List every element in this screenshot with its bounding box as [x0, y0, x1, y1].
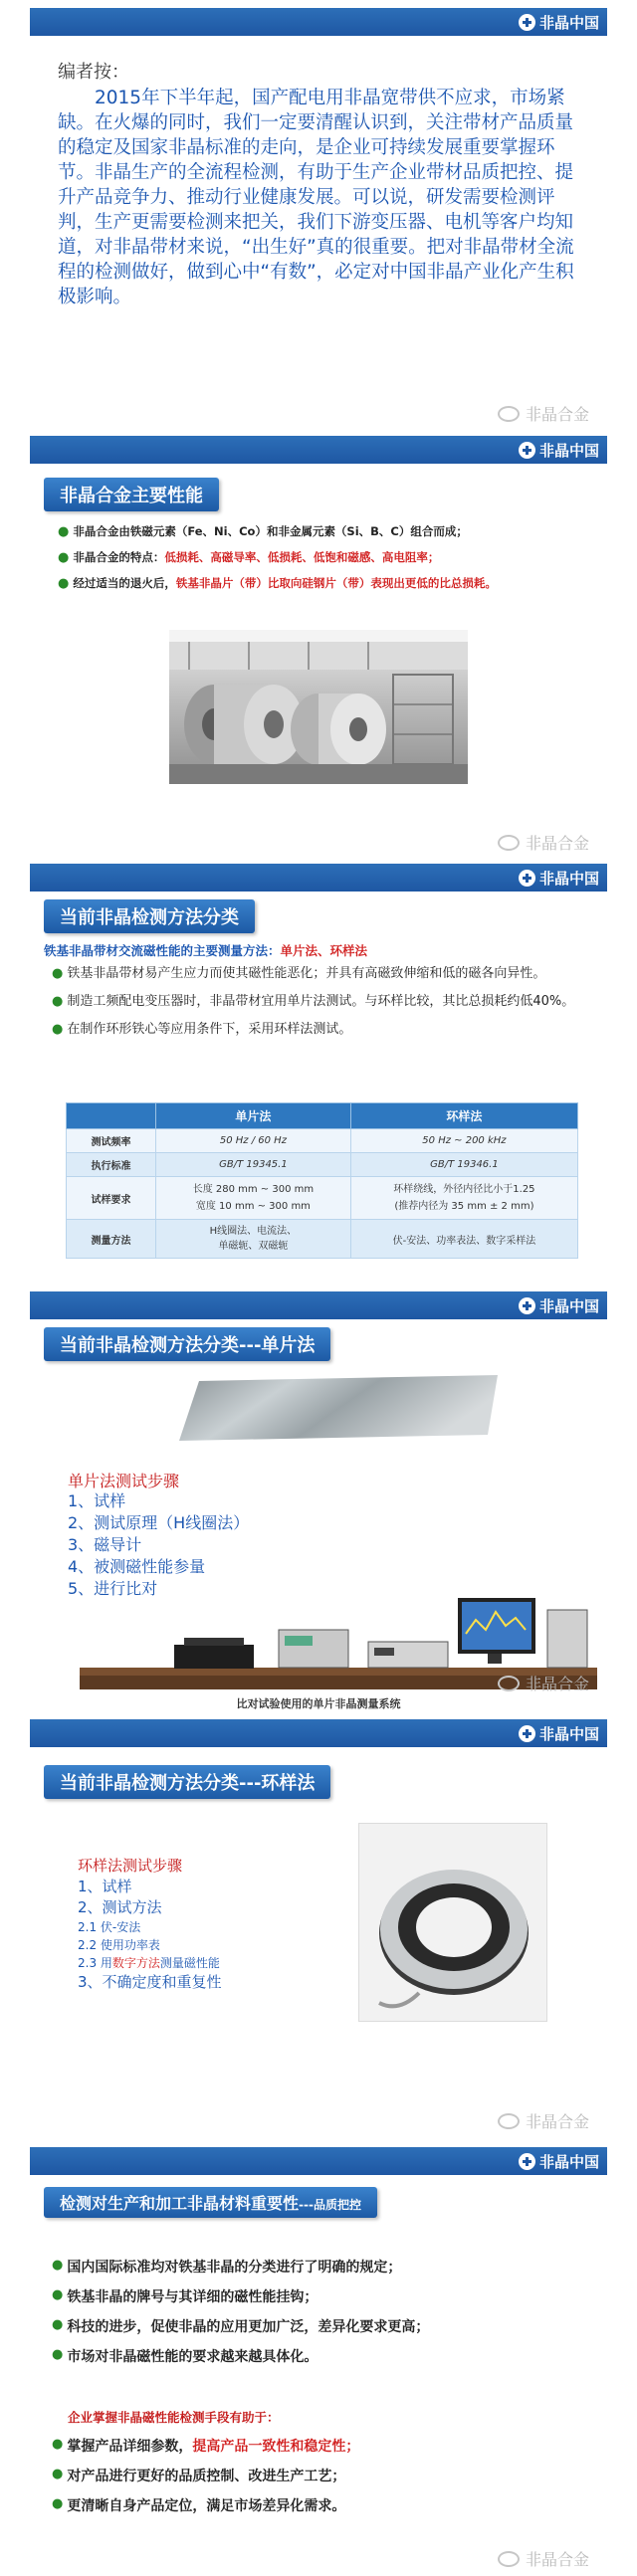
brand-logo-icon: [519, 1297, 535, 1314]
bullet-icon: ●: [58, 524, 70, 539]
table-row: 试样要求 长度 280 mm ~ 300 mm 宽度 10 mm ~ 300 mm 环样绕线，外径内径比小于1.25 (推荐内径为 35 mm ± 2 mm): [67, 1177, 578, 1220]
properties-list: [58, 523, 595, 593]
brand-name: 非晶中国: [538, 14, 599, 32]
watermark: 非晶合金: [498, 2547, 589, 2570]
table-header: 环样法: [350, 1103, 577, 1129]
brand-logo-icon: [519, 2153, 535, 2170]
list-item: ● 铁基非晶带材易产生应力而使其磁性能恶化；并具有高磁致伸缩和低的磁各向异性。: [52, 963, 589, 985]
methods-subtitle: 铁基非晶带材交流磁性能的主要测量方法：单片法、环样法: [44, 943, 368, 958]
list-item: ● 经过适当的退火后， 铁基非晶片（带）比取向硅钢片（带）表现出更低的比总损耗。: [58, 576, 497, 591]
section-title: 非晶合金主要性能: [44, 478, 219, 511]
brand-logo-icon: [519, 14, 535, 31]
editor-note-panel: [30, 8, 607, 431]
single-sheet-panel: [30, 1291, 607, 1714]
importance-subtitle: 企业掌握非晶磁性能检测手段有助于：: [68, 2410, 280, 2425]
editor-heading: 编者按：: [58, 62, 129, 83]
editor-text: 2015年下半年起，国产配电用非晶宽带供不应求，市场紧缺。在火爆的同时，我们一定要清醒认识到，关注带材产品质量的稳定及国家非晶标准的走向，是企业可持续发展重要掌握环节。非晶生产的全流程检测，有助于生产企业带材品质把控、提升产品竞争力、推动行业健康发展。可以说，研发需要检测评判，生产更需要检测来把关，我们下游变压器、电机等客户均知道，对非晶带材来说，“出生好”真的很重要。把对非晶带材全流程的检测做好，做到心中“有数”，必定对中国非晶产业化产生积极影响。: [58, 88, 574, 307]
properties-panel: [30, 436, 607, 859]
watermark-icon: [498, 835, 520, 851]
importance-panel: [30, 2147, 607, 2576]
importance-list: [52, 2257, 599, 2366]
list-item: ● 铁基非晶的牌号与其详细的磁性能挂钩；: [52, 2287, 318, 2305]
list-item: ● 非晶合金的特点： 低损耗、高磁导率、低损耗、低饱和磁感、高电阻率；: [58, 550, 440, 565]
ring-sample-photo: [358, 1823, 547, 2022]
figure-caption: 比对试验使用的单片非晶测量系统: [236, 1697, 401, 1710]
list-item: ● 市场对非晶磁性能的要求越来越具体化。: [52, 2347, 318, 2365]
bullet-icon: ●: [52, 2467, 64, 2481]
list-item: 3、磁导计: [68, 1535, 142, 1554]
bullet-icon: ●: [52, 1022, 64, 1037]
list-item: ● 制造工频配电变压器时，非晶带材宜用单片法测试。与环样比较，其比总损耗约低40%。: [52, 991, 589, 1013]
ring-sample-panel: [30, 1719, 607, 2142]
list-item: 2.3 用数字方法测量磁性能: [78, 1956, 220, 1970]
table-row: 测量方法 H线圈法、电流法、 单磁轭、双磁轭 伏-安法、功率表法、数字采样法: [67, 1220, 578, 1259]
table-row: 测试频率 50 Hz / 60 Hz 50 Hz ~ 200 kHz: [67, 1129, 578, 1153]
list-item: 4、被测磁性能参量: [68, 1557, 206, 1576]
ribbon-coils-photo: [169, 630, 468, 784]
bullet-icon: ●: [52, 2347, 64, 2362]
list-item: ● 在制作环形铁心等应用条件下，采用环样法测试。: [52, 1019, 589, 1041]
list-item: ● 国内国际标准均对铁基非晶的分类进行了明确的规定；: [52, 2258, 402, 2276]
list-item: 1、试样: [78, 1878, 132, 1895]
watermark: 非晶合金: [498, 831, 589, 854]
section-title: 检测对生产和加工非晶材料重要性---品质把控: [44, 2187, 377, 2218]
watermark-icon: [498, 1676, 520, 1691]
steps-list: [78, 1877, 222, 1993]
watermark: 非晶合金: [498, 402, 589, 425]
watermark-icon: [498, 2551, 520, 2567]
list-item: ● 对产品进行更好的品质控制、改进生产工艺；: [52, 2467, 346, 2484]
benefits-list: [52, 2436, 599, 2515]
list-item: ● 更清晰自身产品定位，满足市场差异化需求。: [52, 2496, 346, 2514]
section-title: 当前非晶检测方法分类: [44, 899, 255, 933]
brand-logo-icon: [519, 442, 535, 459]
list-item: ● 掌握产品详细参数， 提高产品一致性和稳定性；: [52, 2437, 360, 2455]
brand-logo: 非晶中国: [519, 2151, 599, 2172]
watermark-icon: [498, 2113, 520, 2129]
brand-bar: [30, 436, 607, 464]
section-title: 当前非晶检测方法分类---环样法: [44, 1765, 330, 1799]
brand-logo-icon: [519, 1725, 535, 1742]
section-title: 当前非晶检测方法分类---单片法: [44, 1327, 330, 1361]
list-item: ● 科技的进步，促使非晶的应用更加广泛，差异化要求更高；: [52, 2317, 430, 2335]
bullet-icon: ●: [52, 2287, 64, 2302]
bullet-icon: ●: [58, 576, 70, 591]
bullet-icon: ●: [52, 2317, 64, 2332]
watermark: 非晶合金: [498, 2109, 589, 2132]
bullet-icon: ●: [58, 550, 70, 565]
table-header: [67, 1103, 156, 1129]
steps-list: [68, 1490, 249, 1600]
list-item: 2.1 伏-安法: [78, 1920, 141, 1934]
list-item: 2、测试方法: [78, 1898, 162, 1916]
list-item: 2.2 使用功率表: [78, 1938, 160, 1952]
brand-bar: [30, 2147, 607, 2175]
watermark: 非晶合金: [498, 1672, 589, 1694]
steps-title: 单片法测试步骤: [68, 1472, 180, 1490]
brand-logo: 非晶中国: [519, 1295, 599, 1316]
bullet-icon: ●: [52, 966, 64, 981]
list-item: 2、测试原理（H线圈法）: [68, 1513, 250, 1532]
bullet-icon: ●: [52, 2258, 64, 2273]
brand-logo: 非晶中国: [519, 440, 599, 461]
list-item: 1、试样: [68, 1491, 126, 1510]
list-item: ● 非晶合金由铁磁元素（Fe、Ni、Co）和非金属元素（Si、B、C）组合而成；: [58, 524, 468, 539]
list-item: 3、不确定度和重复性: [78, 1973, 222, 1991]
brand-logo-icon: [519, 870, 535, 887]
brand-logo: [519, 12, 599, 33]
brand-bar: [30, 1719, 607, 1747]
methods-panel: [30, 864, 607, 1287]
brand-logo: 非晶中国: [519, 1723, 599, 1744]
steps-title: 环样法测试步骤: [78, 1857, 183, 1875]
brand-bar: [30, 864, 607, 892]
bullet-icon: ●: [52, 994, 64, 1009]
table-row: 执行标准 GB/T 19345.1 GB/T 19346.1: [67, 1153, 578, 1177]
table-header: 单片法: [156, 1103, 351, 1129]
watermark-icon: [498, 406, 520, 422]
brand-logo: 非晶中国: [519, 868, 599, 889]
bullet-icon: ●: [52, 2437, 64, 2452]
bullet-icon: ●: [52, 2496, 64, 2511]
methods-list: [52, 963, 589, 1041]
ribbon-sample-photo: [169, 1371, 508, 1443]
brand-bar: [30, 8, 607, 36]
list-item: 5、进行比对: [68, 1579, 158, 1598]
comparison-table: [66, 1102, 578, 1259]
brand-bar: [30, 1291, 607, 1319]
